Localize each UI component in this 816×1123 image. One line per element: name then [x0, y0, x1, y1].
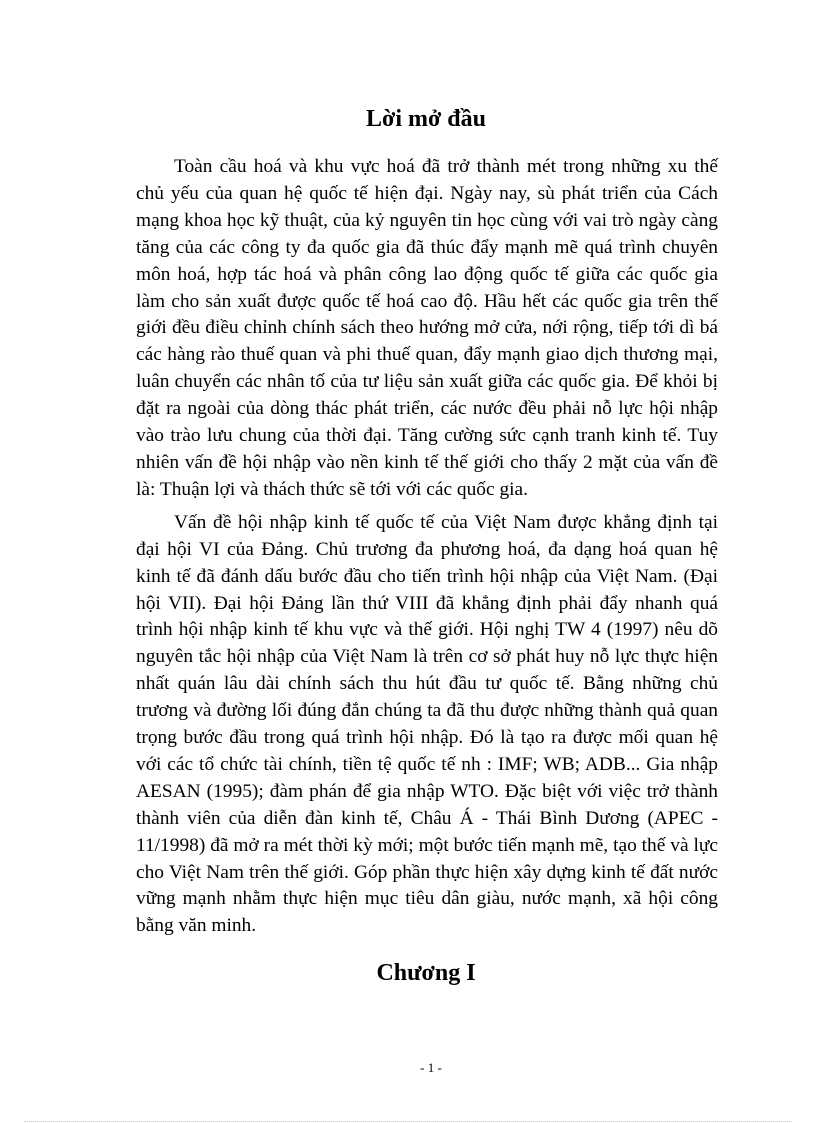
paragraph-intro: Toàn cầu hoá và khu vực hoá đã trở thành mét trong những xu thế chủ yếu của quan hệ quốc tế hiện đại. Ngày nay, sù phát triển của Cách mạng khoa học kỹ thuật, của kỷ nguyên tin học cùng với vai trò ngày càng tăng của các công ty đa quốc gia đã thúc đẩy mạnh mẽ quá trình chuyên môn hoá, hợp tác hoá và phân công lao động quốc tế giữa các quốc gia làm cho sản xuất được quốc tế hoá cao độ. Hầu hết các quốc gia trên thế giới đều điều chỉnh chính sách theo hướng mở cửa, nới rộng, tiếp tới dì bá các hàng rào thuế quan và phi thuế quan, đẩy mạnh giao dịch thương mại, luân chuyển các nhân tố của tư liệu sản xuất giữa các quốc gia. Để khỏi bị đặt ra ngoài của dòng thác phát triển, các nước đều phải nỗ lực hội nhập vào trào lưu chung của thời đại. Tăng cường sức cạnh tranh kinh tế. Tuy nhiên vấn đề hội nhập vào nền kinh tế thế giới cho thấy 2 mặt của vấn đề là: Thuận lợi và thách thức sẽ tới với các quốc gia. [136, 156, 718, 500]
page-number: - 1 - [420, 1060, 442, 1075]
paragraph-vietnam-integration: Vấn đề hội nhập kinh tế quốc tế của Việt Nam được khẳng định tại đại hội VI của Đảng. Chủ trương đa phương hoá, đa dạng hoá quan hệ kinh tế đã đánh dấu bước đầu cho tiến trình hội nhập của Việt Nam. (Đại hội VII). Đại hội Đảng lần thứ VIII đã khẳng định phải đẩy nhanh quá trình hội nhập kinh tế khu vực và thế giới. Hội nghị TW 4 (1997) nêu dõ nguyên tắc hội nhập của Việt Nam là trên cơ sở phát huy nỗ lực thực hiện nhất quán lâu dài chính sách thu hút đầu tư quốc tế. Bằng những chủ trương và đường lối đúng đắn chúng ta đã thu được những thành quả quan trọng bước đầu trong quá trình hội nhập. Đó là tạo ra được mối quan hệ với các tổ chức tài chính, tiền tệ quốc tế nh : IMF; WB; ADB... Gia nhập AESAN (1995); đàm phán để gia nhập WTO. Đặc biệt với việc trở thành thành viên của diễn đàn kinh tế, Châu Á - Thái Bình Dương (APEC - 11/1998) đã mở ra mét thời kỳ mới; một bước tiến mạnh mẽ, tạo thế và lực cho Việt Nam trên thế giới. Góp phần thực hiện xây dựng kinh tế đất nước vững mạnh nhằm thực hiện mục tiêu dân giàu, nước mạnh, xã hội công bằng văn minh. [136, 511, 718, 937]
document-body [136, 154, 718, 940]
page-title: Lời mở đầu [366, 106, 486, 132]
page-bottom-divider [24, 1121, 792, 1122]
chapter-heading: Chương I [376, 960, 476, 986]
